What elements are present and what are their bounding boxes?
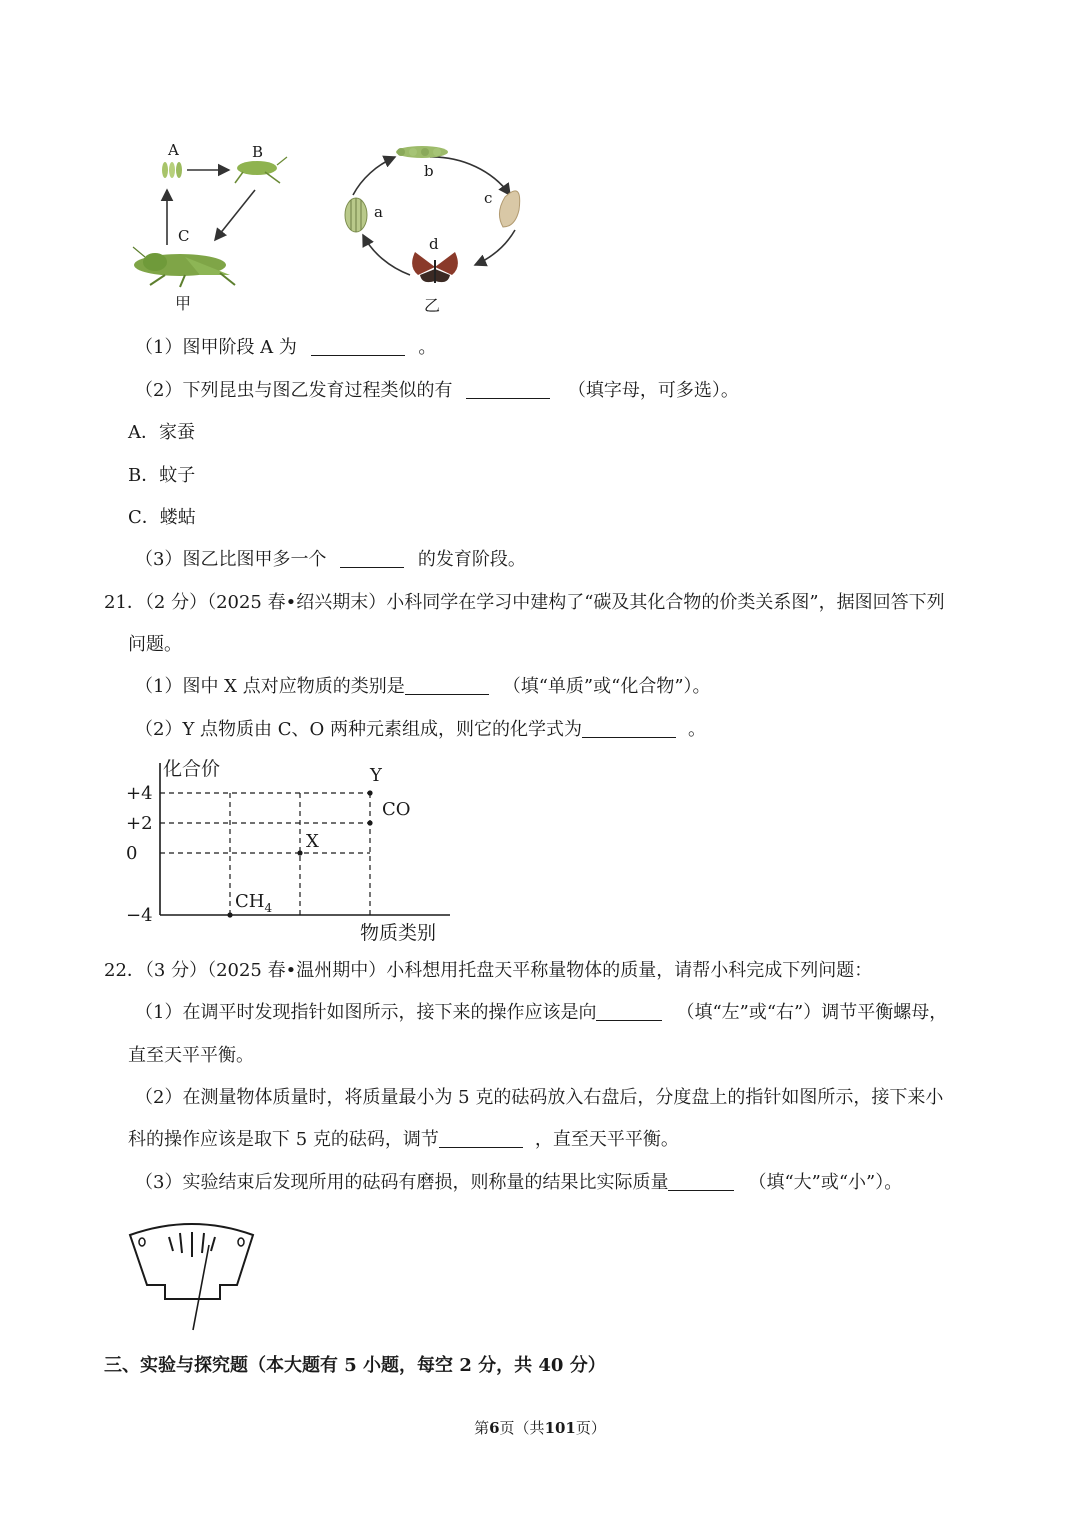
q20-sub1 [135, 336, 436, 360]
balance-scale-dial-figure [125, 1215, 260, 1335]
q21-sub2-text: （2）Y 点物质由 C、O 两种元素组成，则它的化学式为 [135, 719, 583, 740]
answer-blank-q22-3[interactable] [668, 1172, 734, 1191]
q22-sub1 [135, 1001, 947, 1025]
answer-blank-q20-2[interactable] [466, 380, 550, 399]
page-footer [0, 1417, 1080, 1438]
q21-sub2 [135, 718, 706, 742]
stage-b-label-yi: b [424, 162, 434, 180]
footer-mid: 页（共 [499, 1419, 545, 1437]
q21-sub1 [135, 675, 711, 699]
figure-jia-caption: 甲 [175, 294, 192, 313]
egg-icon-yi [345, 198, 367, 232]
q22-sub3-text: （3）实验结束后发现所用的砝码有磨损，则称量的结果比实际质量 [135, 1172, 669, 1193]
q20-sub3-post: 的发育阶段。 [417, 549, 526, 570]
q21-sub2-post: 。 [688, 719, 707, 740]
figure-yi-caption: 乙 [424, 296, 441, 315]
stage-a-label: A [168, 141, 179, 159]
q22-stem: 22．（3 分）（2025 春•温州期中）小科想用托盘天平称量物体的质量，请帮小科完成下列问题： [104, 960, 873, 981]
y-tick-label: +2 [126, 813, 153, 834]
answer-blank-q22-1[interactable] [596, 1002, 662, 1021]
figure-jia [133, 141, 287, 313]
answer-blank-q21-2[interactable] [582, 719, 676, 738]
y-tick-label: 0 [126, 843, 138, 864]
q22-sub3 [135, 1171, 902, 1195]
stage-b-label: B [252, 143, 264, 161]
data-point [367, 820, 372, 825]
option-a: A．家蚕 [128, 422, 195, 443]
q21-sub1-text: （1）图中 X 点对应物质的类别是 [135, 676, 405, 697]
answer-blank-q20-3[interactable] [340, 549, 404, 568]
q20-sub1-text: （1）图甲阶段 A 为 [135, 337, 297, 358]
insect-lifecycle-figure [125, 135, 535, 320]
egg-icon [162, 162, 182, 178]
stage-c-label-yi: c [484, 189, 493, 207]
q22-sub2-line1: （2）在测量物体质量时，将质量最小为 5 克的砝码放入右盘后，分度盘上的指针如图所示，接下来小 [135, 1087, 944, 1108]
q21-sub1-post: （填“单质”或“化合物”）。 [502, 676, 711, 697]
data-point [367, 790, 372, 795]
grasshopper-icon [133, 247, 235, 287]
q22-sub2-line2 [128, 1128, 679, 1152]
pointer [193, 1245, 209, 1330]
q20-sub3-text: （3）图乙比图甲多一个 [135, 549, 327, 570]
figure-yi [345, 146, 520, 315]
q20-sub2-text: （2）下列昆虫与图乙发育过程类似的有 [135, 380, 453, 401]
answer-blank-q21-1[interactable] [405, 676, 489, 695]
footer-pre: 第 [474, 1419, 490, 1437]
point-label: Y [370, 765, 382, 786]
y-tick-label: −4 [126, 905, 153, 926]
option-c: C．蝼蛄 [128, 507, 196, 528]
q20-sub2-post: （填字母，可多选）。 [567, 380, 739, 401]
section-3-heading: 三、实验与探究题（本大题有 5 小题，每空 2 分，共 40 分） [104, 1355, 606, 1376]
footer-post: 页） [575, 1419, 606, 1437]
butterfly-icon [412, 252, 458, 283]
q21-stem: 21．（2 分）（2025 春•绍兴期末）小科同学在学习中建构了“碳及其化合物的价类关系图”，据图回答下列 [104, 592, 945, 613]
stage-d-label-yi: d [429, 235, 439, 253]
data-point [227, 912, 232, 917]
valence-chart [120, 755, 460, 947]
stage-c-label: C [178, 227, 190, 245]
q20-sub3 [135, 548, 526, 572]
stage-a-label-yi: a [374, 203, 383, 221]
q22-sub2-text: 科的操作应该是取下 5 克的砝码，调节 [128, 1129, 439, 1150]
point-label: X [306, 831, 319, 852]
caterpillar-icon [396, 146, 448, 158]
q20-sub1-post: 。 [418, 337, 437, 358]
data-point [297, 850, 302, 855]
y-axis-label: 化合价 [163, 758, 221, 780]
pupa-icon [499, 191, 519, 227]
q20-sub2 [135, 379, 739, 403]
point-label: $CH_4$ [235, 891, 273, 915]
q22-sub1-post: （填“左”或“右”）调节平衡螺母， [676, 1002, 948, 1023]
q21-stem-cont: 问题。 [128, 634, 182, 655]
total-pages: 101 [544, 1419, 576, 1437]
option-b: B．蚊子 [128, 465, 196, 486]
page-number: 6 [489, 1419, 500, 1437]
x-axis-label: 物质类别 [360, 922, 437, 944]
q22-sub3-post: （填“大”或“小”）。 [748, 1172, 903, 1193]
point-label: CO [382, 799, 411, 820]
q22-sub1-text: （1）在调平时发现指针如图所示，接下来的操作应该是向 [135, 1002, 597, 1023]
y-tick-label: +4 [126, 783, 153, 804]
q22-sub1-cont: 直至天平平衡。 [128, 1045, 254, 1066]
q22-sub2-post: ，直至天平平衡。 [534, 1129, 679, 1150]
answer-blank-q20-1[interactable] [311, 337, 405, 356]
answer-blank-q22-2[interactable] [439, 1129, 523, 1148]
